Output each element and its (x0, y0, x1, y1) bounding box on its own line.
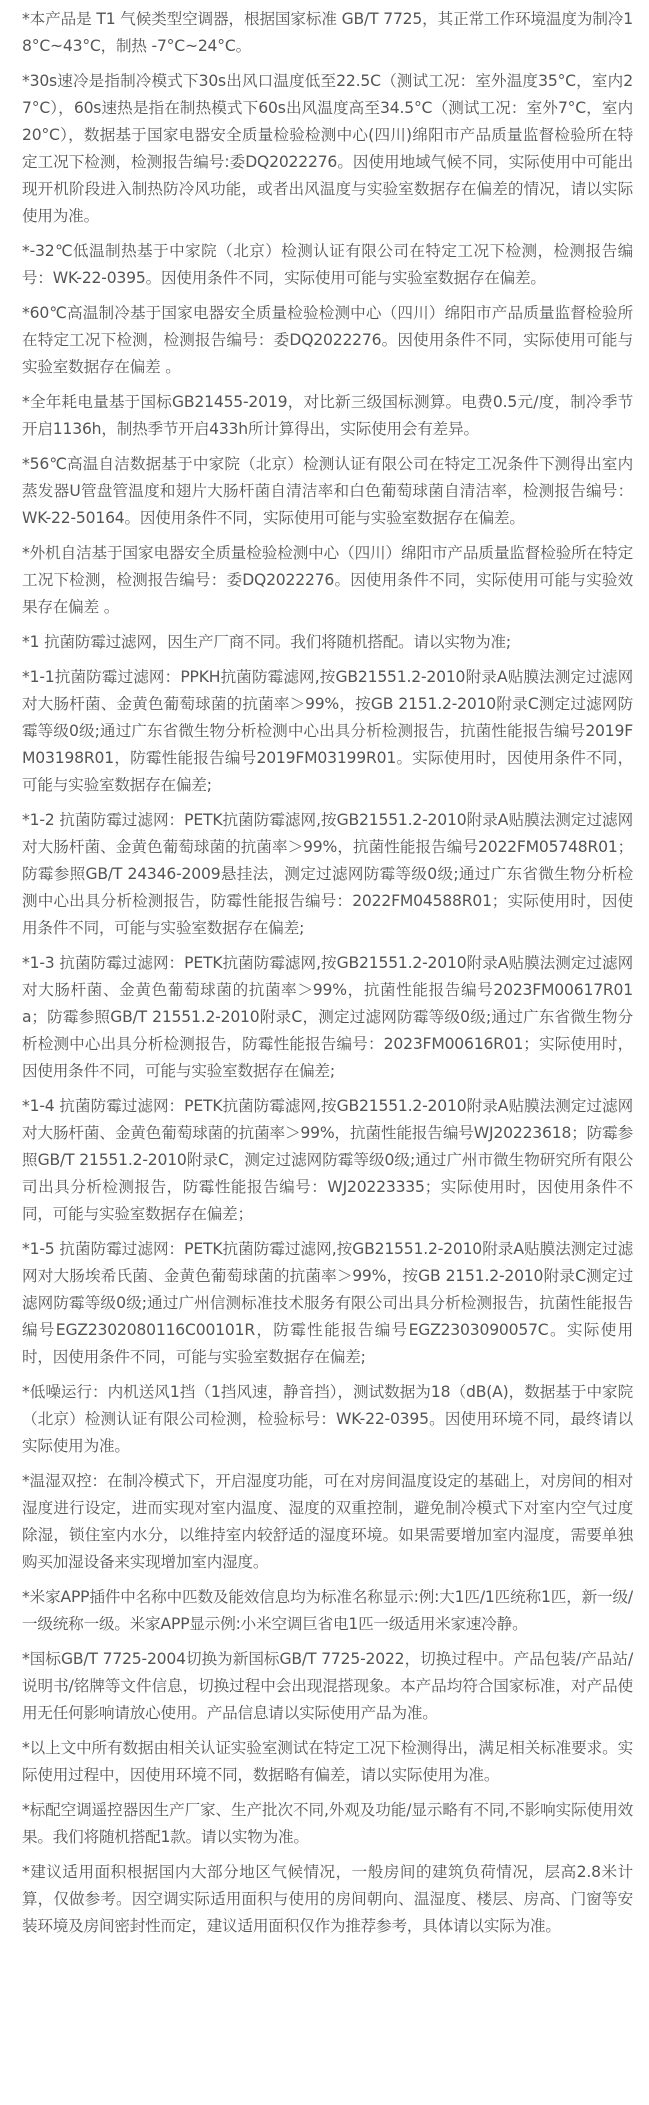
note-suitable-area: *建议适用面积根据国内大部分地区气候情况，一般房间的建筑负荷情况，层高2.8米计算，仅做参考。因空调实际适用面积与使用的房间朝向、温湿度、楼层、房高、门窗等安装环境及房间密封性而定，建议适用面积仅作为推荐参考，具体请以实际为准。 (22, 1863, 633, 1935)
note-operating-temperature: *本产品是 T1 气候类型空调器，根据国家标准 GB/T 7725，其正常工作环境温度为制冷18°C~43°C，制热 -7°C~24°C。 (22, 10, 633, 55)
note-high-temp-self-clean: *56℃高温自洁数据基于中家院（北京）检测认证有限公司在特定工况条件下测得出室内蒸发器U管盘管温度和翅片大肠杆菌自清洁率和白色葡萄球菌自清洁率，检测报告编号：WK-22-50164。因使用条件不同，实际使用可能与实验室数据存在偏差。 (22, 455, 633, 527)
note-remote-control: *标配空调遥控器因生产厂家、生产批次不同,外观及功能/显示略有不同,不影响实际使用效果。我们将随机搭配1款。请以实物为准。 (22, 1801, 633, 1846)
note-annual-power-consumption: *全年耗电量基于国标GB21455-2019，对比新三级国标测算。电费0.5元/度，制冷季节开启1136h，制热季节开启433h所计算得出，实际使用会有差异。 (22, 393, 633, 438)
note-filter-1-5: *1-5 抗菌防霉过滤网：PETK抗菌防霉过滤网,按GB21551.2-2010附录A贴膜法测定过滤网对大肠埃希氏菌、金黄色葡萄球菌的抗菌率＞99%，按GB 2151.2-2010附录C测定过滤网防霉等级0级;通过广州信测标准技术服务有限公司出具分析检测报告，抗菌性能报告编号EGZ2302080116C00101R，防霉性能报告编号EGZ2303090057C。实际使用时，因使用条件不同，可能与实验室数据存在偏差; (22, 1240, 633, 1366)
note-high-temp-cooling: *60℃高温制冷基于国家电器安全质量检验检测中心（四川）绵阳市产品质量监督检验所在特定工况下检测，检测报告编号：委DQ2022276。因使用条件不同，实际使用可能与实验室数据存在偏差 。 (22, 304, 633, 376)
note-filter-1-1: *1-1抗菌防霉过滤网：PPKH抗菌防霉滤网,按GB21551.2-2010附录A贴膜法测定过滤网对大肠杆菌、金黄色葡萄球菌的抗菌率＞99%，按GB 2151.2-2010附录C测定过滤网防霉等级0级;通过广东省微生物分析检测中心出具分析检测报告，抗菌性能报告编号2019FM03198R01，防霉性能报告编号2019FM03199R01。实际使用时，因使用条件不同，可能与实验室数据存在偏差; (22, 668, 633, 794)
note-outdoor-self-clean: *外机自洁基于国家电器安全质量检验检测中心（四川）绵阳市产品质量监督检验所在特定工况下检测，检测报告编号：委DQ2022276。因使用条件不同，实际使用可能与实验效果存在偏差 。 (22, 544, 633, 616)
note-fast-cool-heat: *30s速冷是指制冷模式下30s出风口温度低至22.5C（测试工况：室外温度35°C，室内27°C），60s速热是指在制热模式下60s出风温度高至34.5°C（测试工况：室外7°C，室内20°C），数据基于国家电器安全质量检验检测中心(四川)绵阳市产品质量监督检验所在特定工况下检测，检测报告编号:委DQ2022276。因使用地域气候不同，实际使用中可能出现开机阶段进入制热防冷风功能，或者出风温度与实验室数据存在偏差的情况，请以实际使用为准。 (22, 72, 633, 225)
note-temp-humidity-control: *温湿双控：在制冷模式下，开启湿度功能，可在对房间温度设定的基础上，对房间的相对湿度进行设定，进而实现对室内温度、湿度的双重控制，避免制冷模式下对室内空气过度除湿，锁住室内水分，以维持室内较舒适的湿度环境。如果需要增加室内湿度，需要单独购买加湿设备来实现增加室内湿度。 (22, 1472, 633, 1571)
note-data-source: *以上文中所有数据由相关认证实验室测试在特定工况下检测得出，满足相关标准要求。实际使用过程中，因使用环境不同，数据略有偏差，请以实际使用为准。 (22, 1739, 633, 1784)
note-national-standard-switch: *国标GB/T 7725-2004切换为新国标GB/T 7725-2022，切换过程中。产品包装/产品站/说明书/铭牌等文件信息，切换过程中会出现混搭现象。本产品均符合国家标准，对产品使用无任何影响请放心使用。产品信息请以实际使用产品为准。 (22, 1650, 633, 1722)
note-filter-1-4: *1-4 抗菌防霉过滤网：PETK抗菌防霉滤网,按GB21551.2-2010附录A贴膜法测定过滤网对大肠杆菌、金黄色葡萄球菌的抗菌率＞99%，抗菌性能报告编号WJ20223618；防霉参照GB/T 21551.2-2010附录C，测定过滤网防霉等级0级;通过广州市微生物研究所有限公司出具分析检测报告，防霉性能报告编号：WJ20223335；实际使用时，因使用条件不同，可能与实验室数据存在偏差； (22, 1097, 633, 1223)
note-filter-1-3: *1-3 抗菌防霉过滤网：PETK抗菌防霉滤网,按GB21551.2-2010附录A贴膜法测定过滤网对大肠杆菌、金黄色葡萄球菌的抗菌率＞99%，抗菌性能报告编号2023FM00617R01a；防霉参照GB/T 21551.2-2010附录C，测定过滤网防霉等级0级;通过广东省微生物分析检测中心出具分析检测报告，防霉性能报告编号：2023FM00616R01；实际使用时，因使用条件不同，可能与实验室数据存在偏差; (22, 954, 633, 1080)
note-mijia-app-naming: *米家APP插件中名称中匹数及能效信息均为标准名称显示:例:大1匹/1匹统称1匹，新一级/一级统称一级。米家APP显示例:小米空调巨省电1匹一级适用米家速冷静。 (22, 1588, 633, 1633)
note-filter-1-2: *1-2 抗菌防霉过滤网：PETK抗菌防霉滤网,按GB21551.2-2010附录A贴膜法测定过滤网对大肠杆菌、金黄色葡萄球菌的抗菌率＞99%，抗菌性能报告编号2022FM05748R01；防霉参照GB/T 24346-2009悬挂法，测定过滤网防霉等级0级;通过广东省微生物分析检测中心出具分析检测报告，防霉性能报告编号：2022FM04588R01；实际使用时，因使用条件不同，可能与实验室数据存在偏差; (22, 811, 633, 937)
note-low-temp-heating: *-32℃低温制热基于中家院（北京）检测认证有限公司在特定工况下检测，检测报告编号：WK-22-0395。因使用条件不同，实际使用可能与实验室数据存在偏差。 (22, 242, 633, 287)
note-filter-random: *1 抗菌防霉过滤网，因生产厂商不同。我们将随机搭配。请以实物为准; (22, 633, 511, 651)
note-low-noise: *低噪运行：内机送风1挡（1挡风速，静音挡），测试数据为18（dB(A)，数据基于中家院（北京）检测认证有限公司检测，检验标号：WK-22-0395。因使用环境不同，最终请以实际使用为准。 (22, 1383, 633, 1455)
